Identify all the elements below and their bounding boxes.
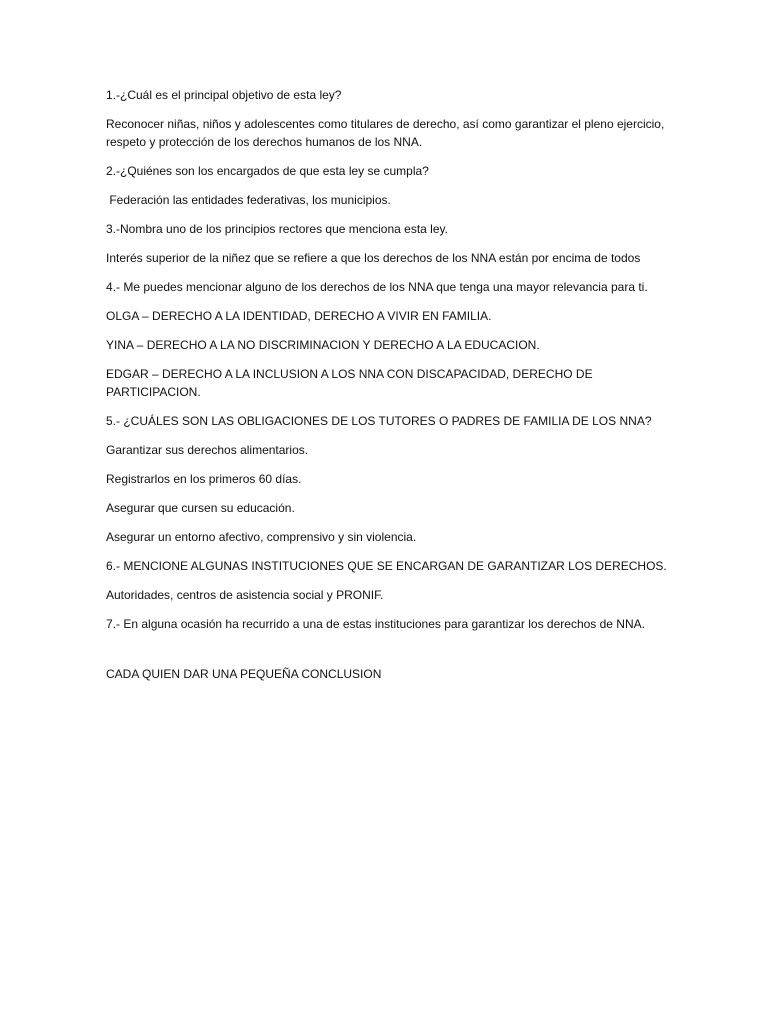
document-page (106, 86, 686, 694)
answer-5-item-1: Garantizar sus derechos alimentarios. (106, 443, 309, 457)
answer-6: Autoridades, centros de asistencia social y PRONIF. (106, 588, 384, 602)
question-1: 1.-¿Cuál es el principal objetivo de esta ley? (106, 88, 342, 102)
answer-3: Interés superior de la niñez que se refiere a que los derechos de los NNA están por encima de todos (106, 251, 641, 265)
answer-1: Reconocer niñas, niños y adolescentes como titulares de derecho, así como garantizar el pleno ejercicio, respeto y protección de los derechos humanos de los NNA. (106, 117, 668, 149)
answer-5-item-3: Asegurar que cursen su educación. (106, 501, 295, 515)
answer-4-yina: YINA – DERECHO A LA NO DISCRIMINACION Y DERECHO A LA EDUCACION. (106, 338, 540, 352)
question-5: 5.- ¿CUÁLES SON LAS OBLIGACIONES DE LOS TUTORES O PADRES DE FAMILIA DE LOS NNA? (106, 414, 652, 428)
conclusion-note: CADA QUIEN DAR UNA PEQUEÑA CONCLUSION (106, 667, 382, 681)
answer-2: Federación las entidades federativas, los municipios. (106, 193, 391, 207)
answer-5-item-4: Asegurar un entorno afectivo, comprensivo y sin violencia. (106, 530, 417, 544)
answer-4-olga: OLGA – DERECHO A LA IDENTIDAD, DERECHO A VIVIR EN FAMILIA. (106, 309, 492, 323)
question-4: 4.- Me puedes mencionar alguno de los derechos de los NNA que tenga una mayor relevancia para ti. (106, 280, 648, 294)
question-7: 7.- En alguna ocasión ha recurrido a una de estas instituciones para garantizar los derechos de NNA. (106, 617, 645, 631)
question-2: 2.-¿Quiénes son los encargados de que esta ley se cumpla? (106, 164, 429, 178)
question-3: 3.-Nombra uno de los principios rectores que menciona esta ley. (106, 222, 448, 236)
answer-4-edgar: EDGAR – DERECHO A LA INCLUSION A LOS NNA CON DISCAPACIDAD, DERECHO DE PARTICIPACION. (106, 367, 596, 399)
question-6: 6.- MENCIONE ALGUNAS INSTITUCIONES QUE SE ENCARGAN DE GARANTIZAR LOS DERECHOS. (106, 559, 667, 573)
answer-5-item-2: Registrarlos en los primeros 60 días. (106, 472, 302, 486)
